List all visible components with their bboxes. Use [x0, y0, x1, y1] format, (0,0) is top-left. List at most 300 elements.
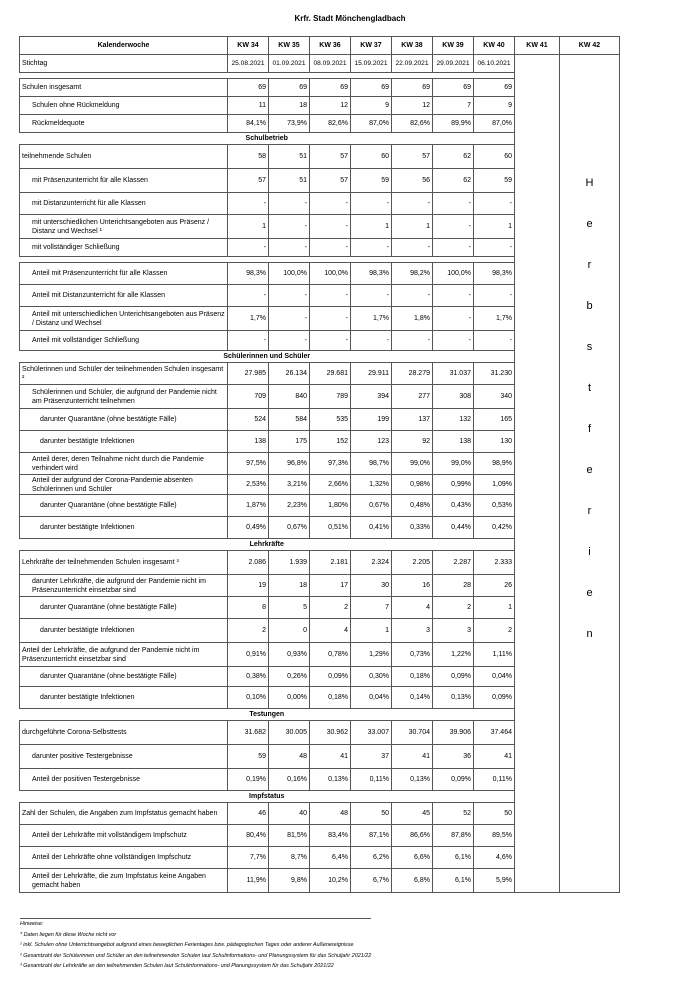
table-cell: 9: [351, 97, 392, 115]
row-label: teilnehmende Schulen: [20, 145, 228, 169]
row-label: Schulen insgesamt: [20, 79, 228, 97]
table-cell: 82,6%: [310, 115, 351, 133]
table-cell: 1,7%: [351, 307, 392, 331]
table-cell: 100,0%: [310, 263, 351, 285]
table-cell: 10,2%: [310, 869, 351, 893]
row-label: Anteil der Lehrkräfte, die zum Impfstatus keine Angaben gemacht haben: [20, 869, 228, 893]
table-cell: -: [269, 331, 310, 351]
table-cell: 1: [351, 619, 392, 643]
header-week: KW 39: [433, 37, 474, 55]
table-cell: 0,43%: [433, 495, 474, 517]
table-cell: -: [310, 239, 351, 257]
table-cell: 59: [228, 745, 269, 769]
table-cell: 33.007: [351, 721, 392, 745]
table-cell: 0,67%: [269, 517, 310, 539]
table-cell: 40: [269, 803, 310, 825]
table-cell: 0,73%: [392, 643, 433, 667]
table-cell: -: [269, 239, 310, 257]
table-cell: 165: [474, 409, 515, 431]
table-cell: 6,6%: [392, 847, 433, 869]
table-cell: 87,8%: [433, 825, 474, 847]
table-cell: 80,4%: [228, 825, 269, 847]
table-cell: 1.939: [269, 551, 310, 575]
row-label: Anteil mit Präsenzunterricht für alle Klassen: [20, 263, 228, 285]
table-cell: 29.911: [351, 363, 392, 385]
statistics-table: [19, 36, 620, 893]
row-label: Stichtag: [20, 55, 228, 73]
table-cell: 46: [228, 803, 269, 825]
table-cell: 8,7%: [269, 847, 310, 869]
table-cell: 69: [474, 79, 515, 97]
table-cell: 29.09.2021: [433, 55, 474, 73]
table-cell: 41: [310, 745, 351, 769]
table-cell: 98,3%: [474, 263, 515, 285]
table-cell: 3: [392, 619, 433, 643]
vertical-note-letter: r: [587, 505, 592, 517]
table-cell: 4: [392, 597, 433, 619]
table-cell: 0,00%: [269, 687, 310, 709]
table-cell: 0,30%: [351, 667, 392, 687]
table-cell: 535: [310, 409, 351, 431]
table-cell: 0,13%: [310, 769, 351, 791]
table-cell: 0,93%: [269, 643, 310, 667]
table-cell: -: [392, 331, 433, 351]
table-cell: 1: [392, 215, 433, 239]
table-cell: 0,44%: [433, 517, 474, 539]
table-cell: 840: [269, 385, 310, 409]
table-cell: 96,8%: [269, 453, 310, 475]
table-cell: 2.324: [351, 551, 392, 575]
kw41-column: [515, 55, 560, 893]
table-cell: 19: [228, 575, 269, 597]
table-cell: 2.287: [433, 551, 474, 575]
table-cell: 31.230: [474, 363, 515, 385]
table-cell: 69: [269, 79, 310, 97]
table-cell: 69: [228, 79, 269, 97]
header-label: Kalenderwoche: [20, 37, 228, 55]
table-cell: -: [392, 285, 433, 307]
table-cell: 0,78%: [310, 643, 351, 667]
header-week: KW 42: [560, 37, 620, 55]
row-label: darunter bestätigte Infektionen: [20, 517, 228, 539]
footnote: ¹ inkl. Schulen ohne Unterrichtsangebot aufgrund eines beweglichen Ferientages bzw. pädagogischen Tages oder anderer Außenereignisse: [20, 942, 354, 948]
table-cell: 37.464: [474, 721, 515, 745]
table-cell: 2: [433, 597, 474, 619]
table-cell: 18: [269, 575, 310, 597]
table-cell: -: [433, 193, 474, 215]
table-cell: 69: [351, 79, 392, 97]
table-cell: 0,18%: [310, 687, 351, 709]
table-cell: 7: [351, 597, 392, 619]
table-cell: 98,3%: [351, 263, 392, 285]
table-cell: 277: [392, 385, 433, 409]
table-cell: 524: [228, 409, 269, 431]
section-title: Schülerinnen und Schüler: [20, 351, 515, 363]
footnote: ³ Gesamtzahl der Lehrkräfte an den teilnehmenden Schulen laut Schulinformations- und Planungssystem für das Schuljahr 2021/22: [20, 963, 334, 969]
table-cell: 57: [392, 145, 433, 169]
table-cell: 48: [310, 803, 351, 825]
table-cell: 0,42%: [474, 517, 515, 539]
table-cell: 2,53%: [228, 475, 269, 495]
table-cell: 0,13%: [433, 687, 474, 709]
section-title: Testungen: [20, 709, 515, 721]
table-cell: 132: [433, 409, 474, 431]
table-cell: 27.985: [228, 363, 269, 385]
row-label: darunter bestätigte Infektionen: [20, 619, 228, 643]
row-label: darunter Quarantäne (ohne bestätigte Fälle): [20, 597, 228, 619]
table-cell: -: [228, 285, 269, 307]
row-label: Rückmeldequote: [20, 115, 228, 133]
table-cell: -: [310, 285, 351, 307]
table-cell: -: [433, 307, 474, 331]
table-cell: 138: [433, 431, 474, 453]
header-week: KW 37: [351, 37, 392, 55]
table-cell: 01.09.2021: [269, 55, 310, 73]
table-cell: 29.681: [310, 363, 351, 385]
table-cell: 30.704: [392, 721, 433, 745]
table-cell: -: [433, 331, 474, 351]
table-cell: 60: [351, 145, 392, 169]
table-cell: 199: [351, 409, 392, 431]
table-cell: 12: [392, 97, 433, 115]
table-cell: 30.005: [269, 721, 310, 745]
table-cell: 99,0%: [392, 453, 433, 475]
row-label: Anteil derer, deren Teilnahme nicht durch die Pandemie verhindert wird: [20, 453, 228, 475]
table-cell: -: [310, 215, 351, 239]
table-cell: 0,11%: [474, 769, 515, 791]
table-cell: 0,16%: [269, 769, 310, 791]
row-label: Anteil der Lehrkräfte, die aufgrund der Pandemie nicht im Präsenzunterricht einsetzbar sind: [20, 643, 228, 667]
table-cell: 0,33%: [392, 517, 433, 539]
table-cell: 57: [310, 169, 351, 193]
table-cell: 0: [269, 619, 310, 643]
table-cell: 789: [310, 385, 351, 409]
table-cell: 89,5%: [474, 825, 515, 847]
table-cell: 2.086: [228, 551, 269, 575]
vertical-note-letter: s: [586, 341, 593, 353]
table-cell: 62: [433, 169, 474, 193]
table-cell: 2.205: [392, 551, 433, 575]
table-cell: 0,99%: [433, 475, 474, 495]
row-label: Schulen ohne Rückmeldung: [20, 97, 228, 115]
table-cell: 1,7%: [228, 307, 269, 331]
table-cell: 30.962: [310, 721, 351, 745]
table-cell: 5,9%: [474, 869, 515, 893]
table-cell: 28: [433, 575, 474, 597]
table-cell: 0,26%: [269, 667, 310, 687]
table-cell: 41: [392, 745, 433, 769]
footnote: * Daten liegen für diese Woche nicht vor: [20, 931, 117, 938]
table-cell: -: [474, 193, 515, 215]
table-cell: 92: [392, 431, 433, 453]
table-cell: 0,49%: [228, 517, 269, 539]
table-cell: -: [310, 331, 351, 351]
table-cell: 3: [433, 619, 474, 643]
table-cell: 137: [392, 409, 433, 431]
row-label: darunter bestätigte Infektionen: [20, 687, 228, 709]
table-cell: 0,09%: [433, 667, 474, 687]
table-cell: 26.134: [269, 363, 310, 385]
header-week: KW 35: [269, 37, 310, 55]
table-cell: 87,1%: [351, 825, 392, 847]
table-cell: 59: [474, 169, 515, 193]
table-cell: 25.08.2021: [228, 55, 269, 73]
table-cell: 6,8%: [392, 869, 433, 893]
footnotes: [20, 918, 371, 972]
table-cell: 31.037: [433, 363, 474, 385]
table-cell: 308: [433, 385, 474, 409]
table-cell: 89,9%: [433, 115, 474, 133]
row-label: Anteil der positiven Testergebnisse: [20, 769, 228, 791]
table-cell: 0,41%: [351, 517, 392, 539]
table-cell: -: [474, 331, 515, 351]
table-cell: -: [269, 215, 310, 239]
table-cell: 06.10.2021: [474, 55, 515, 73]
table-cell: 2.181: [310, 551, 351, 575]
table-cell: 2: [474, 619, 515, 643]
table-cell: 0,14%: [392, 687, 433, 709]
table-cell: 86,6%: [392, 825, 433, 847]
table-cell: 87,0%: [351, 115, 392, 133]
table-cell: 58: [228, 145, 269, 169]
table-cell: 52: [433, 803, 474, 825]
table-cell: 60: [474, 145, 515, 169]
header-week: KW 40: [474, 37, 515, 55]
table-cell: -: [228, 193, 269, 215]
table-cell: 1,29%: [351, 643, 392, 667]
table-cell: 69: [433, 79, 474, 97]
row-label: mit unterschiedlichen Unterichtsangeboten aus Präsenz / Distanz und Wechsel ¹: [20, 215, 228, 239]
table-cell: 584: [269, 409, 310, 431]
row-label: darunter positive Testergebnisse: [20, 745, 228, 769]
table-cell: 2,23%: [269, 495, 310, 517]
table-cell: 18: [269, 97, 310, 115]
table-cell: -: [351, 331, 392, 351]
row-label: darunter Quarantäne (ohne bestätigte Fälle): [20, 667, 228, 687]
table-cell: 57: [310, 145, 351, 169]
table-cell: -: [228, 331, 269, 351]
table-cell: -: [433, 239, 474, 257]
table-cell: 82,6%: [392, 115, 433, 133]
table-cell: -: [392, 239, 433, 257]
table-cell: 100,0%: [269, 263, 310, 285]
table-cell: 62: [433, 145, 474, 169]
table-cell: 0,18%: [392, 667, 433, 687]
table-cell: 69: [392, 79, 433, 97]
footnote: ² Gesamtzahl der Schülerinnen und Schüler an den teilnehmenden Schulen laut Schulinformations- und Planungssystem für das Schuljahr 2021/22: [20, 952, 372, 959]
table-cell: 51: [269, 169, 310, 193]
table-cell: -: [433, 285, 474, 307]
header-week: KW 38: [392, 37, 433, 55]
table-cell: 81,5%: [269, 825, 310, 847]
table-cell: 1,8%: [392, 307, 433, 331]
table-cell: 1,09%: [474, 475, 515, 495]
row-label: Zahl der Schulen, die Angaben zum Impfstatus gemacht haben: [20, 803, 228, 825]
table-cell: 709: [228, 385, 269, 409]
table-cell: 51: [269, 145, 310, 169]
table-cell: 22.09.2021: [392, 55, 433, 73]
table-cell: 16: [392, 575, 433, 597]
vertical-note-letter: r: [587, 259, 592, 271]
table-cell: 0,04%: [474, 667, 515, 687]
table-cell: 37: [351, 745, 392, 769]
table-cell: 1: [228, 215, 269, 239]
row-label: Anteil mit Distanzunterricht für alle Klassen: [20, 285, 228, 307]
table-cell: -: [269, 307, 310, 331]
table-cell: 0,04%: [351, 687, 392, 709]
table-row: [20, 55, 620, 73]
vertical-note-letter: f: [587, 423, 592, 435]
table-cell: 394: [351, 385, 392, 409]
report-title: Krfr. Stadt Mönchengladbach: [294, 14, 406, 23]
table-cell: 130: [474, 431, 515, 453]
table-cell: 0,38%: [228, 667, 269, 687]
row-label: Lehrkräfte der teilnehmenden Schulen insgesamt ³: [20, 551, 228, 575]
table-cell: -: [269, 193, 310, 215]
table-cell: 31.682: [228, 721, 269, 745]
table-cell: 15.09.2021: [351, 55, 392, 73]
table-cell: 59: [351, 169, 392, 193]
kw42-column: [560, 55, 620, 893]
table-cell: 6,1%: [433, 869, 474, 893]
table-cell: 4,6%: [474, 847, 515, 869]
vertical-note-letter: n: [586, 628, 593, 640]
vertical-note-letter: t: [587, 382, 592, 394]
notes-heading: Hinweise:: [20, 918, 371, 930]
section-title: Lehrkräfte: [20, 539, 515, 551]
row-label: Schülerinnen und Schüler der teilnehmenden Schulen insgesamt ²: [20, 363, 228, 385]
table-cell: -: [269, 285, 310, 307]
row-label: Anteil der aufgrund der Corona-Pandemie absenten Schülerinnen und Schüler: [20, 475, 228, 495]
table-cell: 1: [474, 597, 515, 619]
table-cell: 123: [351, 431, 392, 453]
row-label: Anteil der Lehrkräfte mit vollständigem Impfschutz: [20, 825, 228, 847]
table-cell: 0,09%: [310, 667, 351, 687]
row-label: Anteil mit vollständiger Schließung: [20, 331, 228, 351]
table-cell: -: [474, 239, 515, 257]
table-cell: 175: [269, 431, 310, 453]
table-cell: 56: [392, 169, 433, 193]
vertical-note-letter: H: [585, 177, 594, 189]
table-cell: 7: [433, 97, 474, 115]
table-cell: 73,9%: [269, 115, 310, 133]
row-label: darunter Quarantäne (ohne bestätigte Fälle): [20, 495, 228, 517]
table-cell: 83,4%: [310, 825, 351, 847]
row-label: darunter Lehrkräfte, die aufgrund der Pandemie nicht im Präsenzunterricht einsetzbar sind: [20, 575, 228, 597]
table-cell: 26: [474, 575, 515, 597]
header-row: [20, 37, 620, 55]
table-cell: 3,21%: [269, 475, 310, 495]
table-cell: -: [228, 239, 269, 257]
table-cell: 0,51%: [310, 517, 351, 539]
table-cell: 39.906: [433, 721, 474, 745]
table-cell: 98,7%: [351, 453, 392, 475]
table-cell: 6,4%: [310, 847, 351, 869]
table-cell: 1,22%: [433, 643, 474, 667]
header-week: KW 36: [310, 37, 351, 55]
table-cell: 99,0%: [433, 453, 474, 475]
table-cell: 4: [310, 619, 351, 643]
vertical-note-letter: e: [586, 464, 593, 476]
table-cell: 0,67%: [351, 495, 392, 517]
table-cell: 1,11%: [474, 643, 515, 667]
vertical-note-letter: e: [586, 218, 593, 230]
table-cell: 7,7%: [228, 847, 269, 869]
vertical-note-letter: b: [586, 300, 593, 312]
table-cell: 0,09%: [433, 769, 474, 791]
table-cell: 36: [433, 745, 474, 769]
table-cell: 1,7%: [474, 307, 515, 331]
table-cell: 0,13%: [392, 769, 433, 791]
table-cell: 2: [310, 597, 351, 619]
table-cell: 0,91%: [228, 643, 269, 667]
table-cell: 50: [474, 803, 515, 825]
section-title: Schulbetrieb: [20, 133, 515, 145]
row-label: darunter bestätigte Infektionen: [20, 431, 228, 453]
table-cell: 138: [228, 431, 269, 453]
row-label: mit Präsenzunterricht für alle Klassen: [20, 169, 228, 193]
table-cell: 0,98%: [392, 475, 433, 495]
table-cell: 9,8%: [269, 869, 310, 893]
table-cell: 1: [351, 215, 392, 239]
table-cell: 97,3%: [310, 453, 351, 475]
table-cell: 2: [228, 619, 269, 643]
table-cell: -: [351, 285, 392, 307]
table-cell: 1: [474, 215, 515, 239]
table-cell: 0,09%: [474, 687, 515, 709]
row-label: durchgeführte Corona-Selbsttests: [20, 721, 228, 745]
table-cell: 340: [474, 385, 515, 409]
table-cell: 28.279: [392, 363, 433, 385]
table-cell: 0,53%: [474, 495, 515, 517]
table-cell: 98,2%: [392, 263, 433, 285]
table-cell: 87,0%: [474, 115, 515, 133]
row-label: mit Distanzunterricht für alle Klassen: [20, 193, 228, 215]
table-cell: 5: [269, 597, 310, 619]
table-cell: 0,10%: [228, 687, 269, 709]
table-cell: 97,5%: [228, 453, 269, 475]
header-week: KW 41: [515, 37, 560, 55]
table-cell: 1,87%: [228, 495, 269, 517]
row-label: Anteil der Lehrkräfte ohne vollständigen Impfschutz: [20, 847, 228, 869]
table-cell: 98,3%: [228, 263, 269, 285]
table-cell: -: [310, 307, 351, 331]
table-cell: 30: [351, 575, 392, 597]
table-cell: -: [351, 193, 392, 215]
table-cell: 84,1%: [228, 115, 269, 133]
table-cell: 48: [269, 745, 310, 769]
table-cell: 2.333: [474, 551, 515, 575]
table-cell: 100,0%: [433, 263, 474, 285]
table-cell: -: [433, 215, 474, 239]
row-label: Anteil mit unterschiedlichen Unterichtsangeboten aus Präsenz / Distanz und Wechsel: [20, 307, 228, 331]
table-cell: 45: [392, 803, 433, 825]
table-cell: 6,2%: [351, 847, 392, 869]
table-cell: 0,48%: [392, 495, 433, 517]
table-cell: 1,32%: [351, 475, 392, 495]
table-body: [20, 55, 620, 893]
header-week: KW 34: [228, 37, 269, 55]
table-cell: 6,7%: [351, 869, 392, 893]
table-cell: -: [474, 285, 515, 307]
table-cell: 1,80%: [310, 495, 351, 517]
row-label: Schülerinnen und Schüler, die aufgrund der Pandemie nicht am Präsenzunterricht teilnehmen: [20, 385, 228, 409]
vertical-note-letter: e: [586, 587, 593, 599]
table-cell: 50: [351, 803, 392, 825]
table-cell: 152: [310, 431, 351, 453]
vertical-note-letter: i: [588, 546, 591, 558]
row-label: mit vollständiger Schließung: [20, 239, 228, 257]
